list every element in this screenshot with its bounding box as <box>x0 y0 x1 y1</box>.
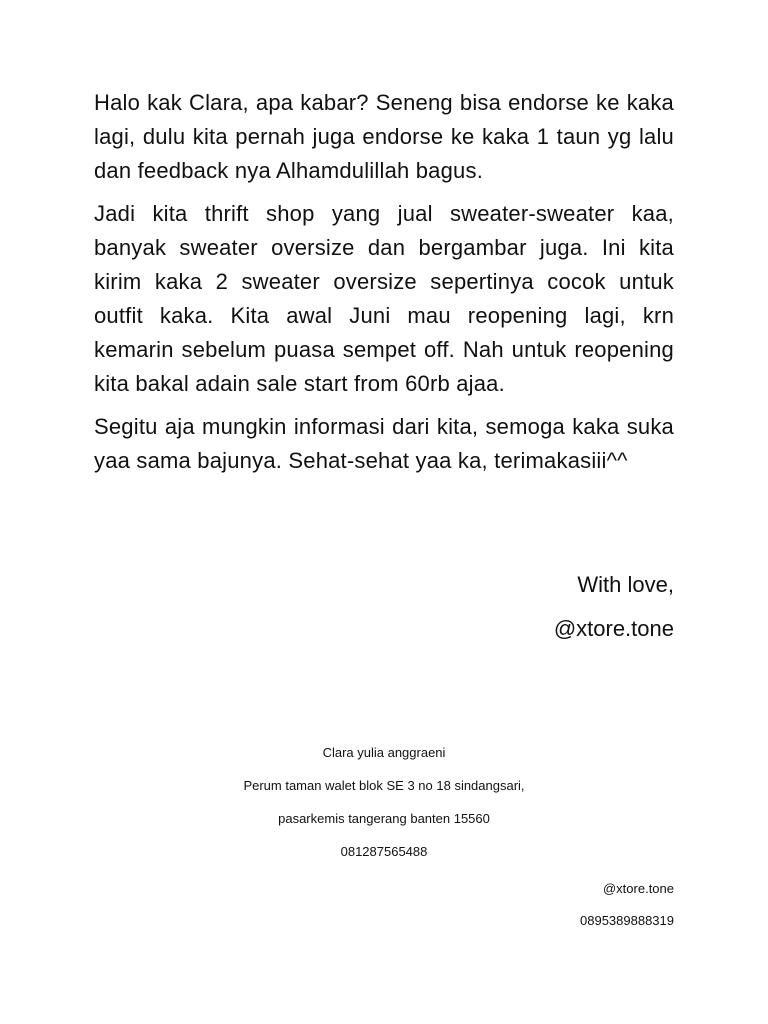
letter-paragraph-3: Segitu aja mungkin informasi dari kita, semoga kaka suka yaa sama bajunya. Sehat-sehat yaa ka, terimakasiii^^ <box>94 414 674 473</box>
letter-paragraph-1: Halo kak Clara, apa kabar? Seneng bisa endorse ke kaka lagi, dulu kita pernah juga endorse ke kaka 1 taun yg lalu dan feedback nya Alhamdulillah bagus. <box>94 90 674 183</box>
letter-body <box>94 86 674 487</box>
sender-phone: 0895389888319 <box>580 913 674 928</box>
closing-line: With love, <box>577 572 674 597</box>
signature: @xtore.tone <box>553 616 674 641</box>
letter-paragraph-2: Jadi kita thrift shop yang jual sweater-sweater kaa, banyak sweater oversize dan bergambar juga. Ini kita kirim kaka 2 sweater oversize sepertinya cocok untuk outfit kaka. Kita awal Juni mau reopening lagi, krn kemarin sebelum puasa sempet off. Nah untuk reopening kita bakal adain sale start from 60rb ajaa. <box>94 201 674 396</box>
sender-block <box>580 881 674 945</box>
letter-closing <box>554 568 674 656</box>
recipient-address-line-2: pasarkemis tangerang banten 15560 <box>278 811 490 826</box>
recipient-address-block <box>0 745 768 877</box>
recipient-name: Clara yulia anggraeni <box>322 745 446 760</box>
recipient-phone: 081287565488 <box>340 844 428 859</box>
recipient-address-line-1: Perum taman walet blok SE 3 no 18 sindangsari, <box>243 778 525 793</box>
sender-handle: @xtore.tone <box>602 881 674 896</box>
